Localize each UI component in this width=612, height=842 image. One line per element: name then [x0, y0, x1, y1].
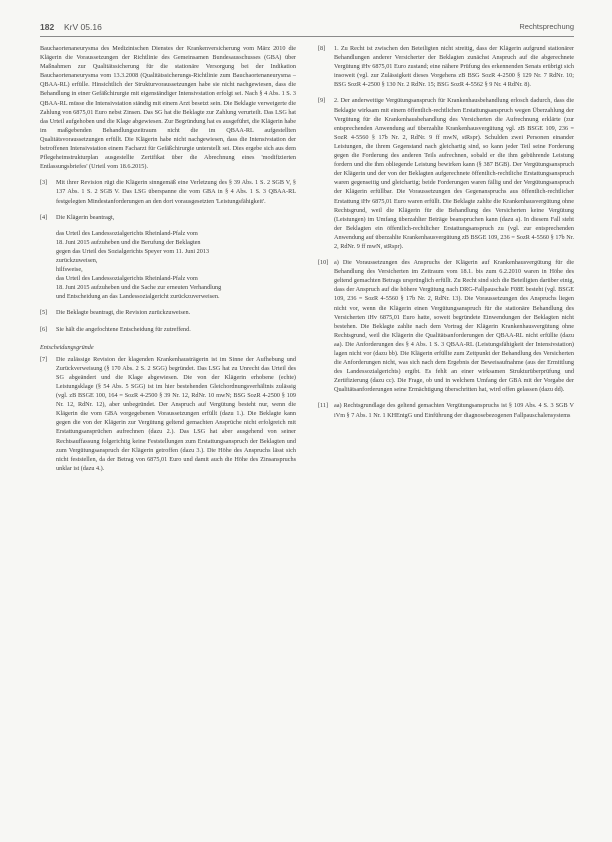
section-title: Rechtsprechung: [519, 22, 574, 31]
intro-paragraph: Bauchaortenaneurysma des Medizinischen Dienstes der Krankenversicherung vom März 2010 die Klägerin die Voraussetzungen der Richtlinie des Gemeinsamen Bundesausschusses (GBA) über Maßnahmen zur Qualitätssicherung für die stationäre Versorgung bei der Indikation Bauchaortenaneurysma vom 13.3.2008 (Qualitätssicherungs-Richtlinie zum Bauchaortenaneurysma – QBAA-RL) erfülle. Hinsichtlich der Strukturvoraussetzungen habe sie nicht nachgewiesen, dass die Behandlung in einer Gefäßchirurgie mit eigenständiger Intensivstation erfolgt sei. Nach § 4 Abs. 1 S. 3 QBAA-RL müsse die Intensivstation ständig mit einem Arzt besetzt sein. Die Beklagte verweigerte die Zahlung von 6875,01 Euro nebst Zinsen. Das SG hat die Beklagte zur Zahlung verurteilt. Das LSG hat das Urteil aufgehoben und die Klage abgewiesen. Zur Begründung hat es ausgeführt, die Klägerin habe im maßgebenden Behandlungszeitraum nicht die im QBAA-RL aufgestellten Qualitätsvoraussetzungen erfüllt. Die Klägerin habe nicht nachgewiesen, dass die Intensivstation der betroffenen Intensivstation einem Facharzt für Gefäßchirurgie unterstellt sei. Dies ergebe sich aus dem Pflegeheimstrukturplan ausgestellte Zertifikat über die Abrechnung eines 'modifizierten Entlassungsbriefes' (Urteil vom 18.6.2015).: [40, 45, 297, 171]
left-column: [40, 44, 296, 480]
paragraph-number: [10]: [318, 259, 329, 267]
request-line: das Urteil des Landessozialgerichts Rheinland-Pfalz vom: [56, 275, 198, 283]
paragraph-text: aa) Rechtsgrundlage des geltend gemachten Vergütungsanspruchs ist § 109 Abs. 4 S. 3 SGB V iVm § 7 Abs. 1 Nr. 1 KHEntgG und Einführung der diagnosebezogenen Fallpauschalensystems: [334, 402, 574, 419]
paragraph-number: [11]: [318, 402, 329, 410]
numbered-paragraph: [318, 96, 574, 251]
paragraph-text: Die Klägerin beantragt,: [56, 213, 115, 221]
journal-name: KrV 05.16: [64, 22, 102, 32]
request-block: [56, 229, 296, 302]
page-number: 182: [40, 22, 55, 32]
numbered-paragraph: [318, 401, 574, 419]
numbered-paragraph: [318, 258, 574, 394]
numbered-paragraph: [40, 325, 296, 334]
request-line: gegen das Urteil des Sozialgerichts Speyer vom 11. Juni 2013: [56, 247, 210, 255]
right-column: [318, 44, 574, 427]
page-header: [40, 20, 574, 37]
request-line: das Urteil des Landessozialgerichts Rheinland-Pfalz vom: [56, 229, 198, 237]
numbered-paragraph: [40, 355, 296, 473]
paragraph-text: Die zulässige Revision der klagenden Krankenhausträgerin ist im Sinne der Aufhebung und Zurückverweisung (§ 170 Abs. 2 S. 2 SGG) begründet. Das LSG hat zu Unrecht das Urteil des SG abgeändert und die Klage abgewiesen. Die von der Klägerin erhobene (echte) Leistungsklage (§ 54 Abs. 5 SGG) ist im hier bestehenden Gleichordnungsverhältnis zulässig (vgl. zB BSGE 100, 164 = SozR 4-2500 § 39 Nr. 12, RdNr. 10 mwN; BSG SozR 4-2500 § 109 Nr. 12, RdNr. 12), aber unbegründet. Der Anspruch auf Vergütung besteht nur, wenn die Klägerin die vom GBA vorgegebenen Voraussetzungen erfüllt (dazu 1.). Die Beklagte kann gegen die von der Klägerin zur Vergütung geltend gemachten Ansprüche nicht erfolgreich mit Erstattungsansprüchen aufrechnen (dazu 2.). Das LSG hat aber ausgehend von seiner Rechtsauffassung folgerichtig keine Feststellungen zum Erstattungsanspruch der Beklagten und zum Vergütungsanspruch der Klägerin getroffen (dazu 3.). Die Höhe des Anspruchs lässt sich nicht feststellen, da der Betrag von 6875,01 Euro und damit auch die Höhe des Zinsanspruchs unklar ist (dazu 4.).: [56, 355, 296, 472]
paragraph-text: a) Die Voraussetzungen des Anspruchs der Klägerin auf Krankenhausvergütung für die Behandlung des Versicherten im Zeitraum vom 18.1. bis zum 6.2.2010 waren in Höhe des geltend gemachten Betrags ursprünglich erfüllt. Zu Recht sind sich die Beteiligten darüber einig, dass der Anspruch auf die höhere Vergütung nach DRG-Fallpauschale F08E besteht (vgl. BSGE 109, 236 = SozR 4-5560 § 17b Nr. 2, RdNr. 13). Die Voraussetzungen des Anspruchs liegen nicht vor, wenn die Klägerin einen Vergütungsanspruch für die stationäre Behandlung des Versicherten iHv 6875,01 Euro hatte, soweit begründete Einwendungen der Beklagten nicht bestehen. Die Beklagte zahlte nach dem Vortrag der Klägerin Krankenhausvergütung ohne Rechtsgrund, weil die Klägerin die Qualitätsanforderungen der QBAA-RL nicht erfüllte (dazu aa). Die Anforderungen des § 4 Abs. 1 S. 3 QBAA-RL (Leistungsfähigkeit der Intensivstation) lagen nicht vor (dazu bb). Die Klägerin erfüllte zum Zeitpunkt der Behandlung des Versicherten die Anforderungen nicht, was sich nach dem Ergebnis der Beweisaufnahme (aus der Ermittlung des Landessozialgerichts) ergibt. Es fehlt an einer wirksamen Strukturüberprüfung und Zertifizierung (dazu cc). Die Frage, ob und in welchem Umfang der GBA mit der Vorgabe der Qualitätsanforderungen seine Ermächtigung überschritten hat, wird offen gelassen (dazu dd).: [334, 259, 574, 394]
paragraph-text: 1. Zu Recht ist zwischen den Beteiligten nicht streitig, dass der Klägerin aufgrund stationärer Behandlungen anderer Versicherter der Beklagten zunächst Anspruch auf die abgerechnete Vergütung iHv 6875,01 Euro zustand; eine nähere Prüfung des erkennenden Senats erübrigt sich insoweit (vgl. zur Zulässigkeit dieses Vorgehens zB BSG SozR 4-2500 § 129 Nr. 7 RdNr. 10; BSG SozR 4-2500 § 130 Nr. 2 RdNr. 15; BSG SozR 4-5562 § 9 Nr. 4 RdNr. 8).: [334, 45, 574, 89]
section-heading: Entscheidungsgründe: [40, 343, 94, 351]
paragraph-number: [7]: [40, 355, 48, 363]
request-line: und Entscheidung an das Landessozialgericht zurückzuverweisen.: [56, 293, 220, 301]
request-line: 18. Juni 2015 aufzuheben und die Berufung der Beklagten: [56, 238, 201, 246]
request-line: zurückzuweisen,: [56, 256, 98, 264]
paragraph-number: [4]: [40, 213, 48, 221]
paragraph-text: Mit ihrer Revision rügt die Klägerin sinngemäß eine Verletzung des § 39 Abs. 1 S. 2 SGB V, § 137 Abs. 1 S. 2 SGB V. Das LSG überspanne die vom GBA in § 4 Abs. 1 S. 3 QBAA-RL festgelegten Mindestanforderungen an den dort vorausgesetzten 'Leistungsfähigkeit'.: [56, 179, 296, 205]
paragraph-number: [8]: [318, 45, 326, 52]
paragraph-text: 2. Der anderweitige Vergütungsanspruch für Krankenhausbehandlung erlosch dadurch, dass die Beklagte wirksam mit einem öffentlich-rechtlichen Erstattungsanspruch wegen Überzahlung der Vergütung für die Krankenhausbehandlung des Versicherten die Aufrechnung erklärte (zur entsprechenden Anwendung auf überzahlte Krankenhausvergütung vgl. zB BSGE 109, 236 = SozR 4-5560 § 17b Nr. 2, RdNr. 9 ff mwN, stRspr). Schulden zwei Personen einander Leistungen, die ihrem Gegenstand nach gleichartig sind, so kann jeder Teil seine Forderung gegen die Forderung des anderen Teils aufrechnen, sobald er die ihm gebührende Leistung fordern und die ihm obliegende Leistung bewirken kann (§ 387 BGB). Der Vergütungsanspruch der Klägerin und der von der Beklagten aufgerechnete öffentlich-rechtliche Erstattungsanspruch waren gegenseitig und gleichartig; beide Forderungen waren fällig und der Vergütungsanspruch der Klägerin erfüllbar. Die Voraussetzungen des Gegenanspruchs aus öffentlich-rechtlicher Erstattung iHv 6875,01 Euro waren erfüllt. Die Beklagte zahlte die Krankenhausvergütung ohne Rechtsgrund, weil die Klägerin für die Behandlung des Versicherten keine Vergütung (Leistungen) im Umfang überzahlter Beträge beanspruchen kann (dazu a). In diesem Fall steht der Beklagten ein öffentlich-rechtlicher Erstattungsanspruch zu (vgl. zur entsprechenden Anwendung auf überzahlte Krankenhausvergütung zB BSGE 109, 236 = SozR 4-5560 § 17b Nr. 2, RdNr. 9 ff mwN, stRspr).: [334, 97, 574, 250]
paragraph-number: [3]: [40, 179, 48, 187]
numbered-paragraph: [40, 213, 296, 222]
request-line: hilfsweise,: [56, 266, 83, 274]
numbered-paragraph: [40, 178, 296, 205]
paragraph-text: Sie hält die angefochtene Entscheidung für zutreffend.: [56, 325, 191, 333]
request-line: 18. Juni 2015 aufzuheben und die Sache zur erneuten Verhandlung: [56, 284, 222, 292]
numbered-paragraph: [318, 44, 574, 89]
numbered-paragraph: [40, 308, 296, 317]
paragraph-number: [5]: [40, 309, 48, 317]
paragraph-number: [6]: [40, 325, 48, 333]
paragraph-text: Die Beklagte beantragt, die Revision zurückzuweisen.: [56, 309, 191, 317]
paragraph-number: [9]: [318, 97, 326, 105]
